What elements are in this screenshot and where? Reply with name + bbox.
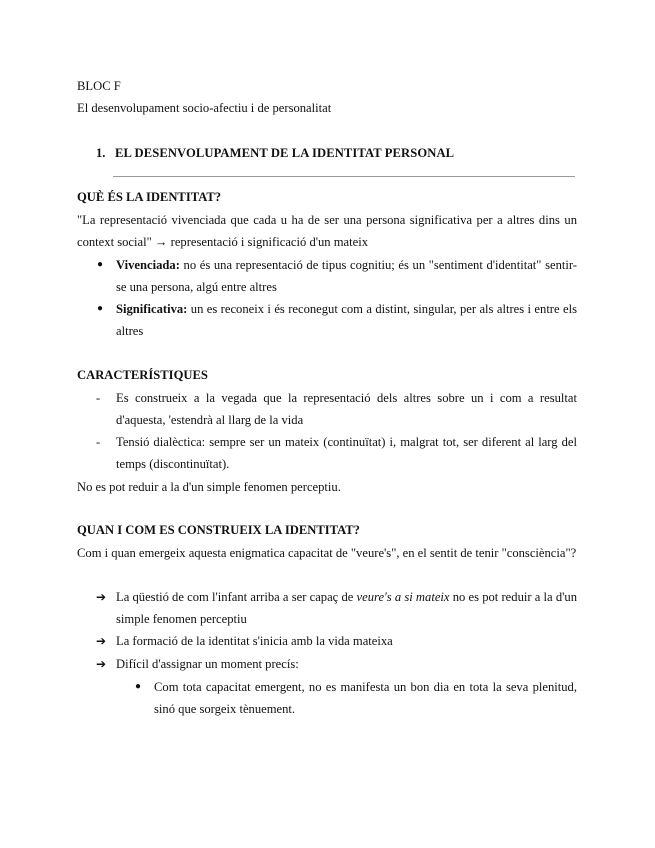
list-item-significativa [116,298,577,342]
dash-marker: - [96,391,101,405]
heading-how-identity-builds: QUAN I COM ES CONSTRUEIX LA IDENTITAT? [77,523,360,537]
arrow-item [116,653,577,675]
bullet-marker: ● [97,303,104,314]
arrow-marker: ➔ [96,590,107,604]
list-item-characteristic: Es construeix a la vegada que la representació dels altres sobre un i com a resultat d'aquesta, 'estendrà al llarg de la vida [116,391,577,427]
emphasis-text: veure's a si mateix [356,590,450,604]
arrow-marker: ➔ [96,657,107,671]
section-divider [113,176,575,177]
definition-vivenciada: no és una representació de tipus cognitiu; és un "sentiment d'identitat" sentir-se una persona, algú entre altres [116,258,577,294]
arrow-item-text: Difícil d'assignar un moment precís: [116,657,299,671]
identity-definition: "La representació vivenciada que cada u ha de ser una persona significativa per a altres dins un context social" → representació i significació d'un mateix [77,213,577,249]
definition-significativa: un es reconeix i és reconegut com a distint, singular, per als altres i entre els altres [116,302,577,338]
bloc-label: BLOC F [77,79,121,93]
arrow-item-text: La qüestió de com l'infant arriba a ser capaç de [116,590,357,604]
arrow-marker: ➔ [96,634,107,648]
heading-what-is-identity: QUÈ ÉS LA IDENTITAT? [77,190,222,204]
arrow-item [116,630,577,652]
document-subtitle: El desenvolupament socio-afectiu i de personalitat [77,101,332,115]
arrow-item [116,586,577,630]
list-item-characteristic: Tensió dialèctica: sempre ser un mateix (continuïtat) i, malgrat tot, ser diferent al larg del temps (discontinuïtat). [116,435,577,471]
emergence-question: Com i quan emergeix aquesta enigmatica capacitat de "veure's", en el sentit de tenir "consciència"? [77,546,577,560]
bullet-marker: ● [135,681,142,692]
arrow-item-text: no es pot reduir a la d'un simple fenomen perceptiu [116,590,577,626]
list-item-vivenciada [116,254,577,298]
term-significativa: Significativa: [116,302,188,316]
bullet-marker: ● [97,259,104,270]
section-title: EL DESENVOLUPAMENT DE LA IDENTITAT PERSONAL [115,146,455,160]
dash-marker: - [96,435,101,449]
term-vivenciada: Vivenciada: [116,258,180,272]
arrow-item-text: La formació de la identitat s'inicia amb la vida mateixa [116,634,393,648]
characteristics-note: No es pot reduir a la d'un simple fenomen perceptiu. [77,480,341,494]
heading-characteristics: CARACTERÍSTIQUES [77,368,208,382]
section-number: 1. [96,146,106,160]
sub-bullet-item: Com tota capacitat emergent, no es manifesta un bon dia en tota la seva plenitud, sinó que sorgeix tènuement. [154,680,577,716]
